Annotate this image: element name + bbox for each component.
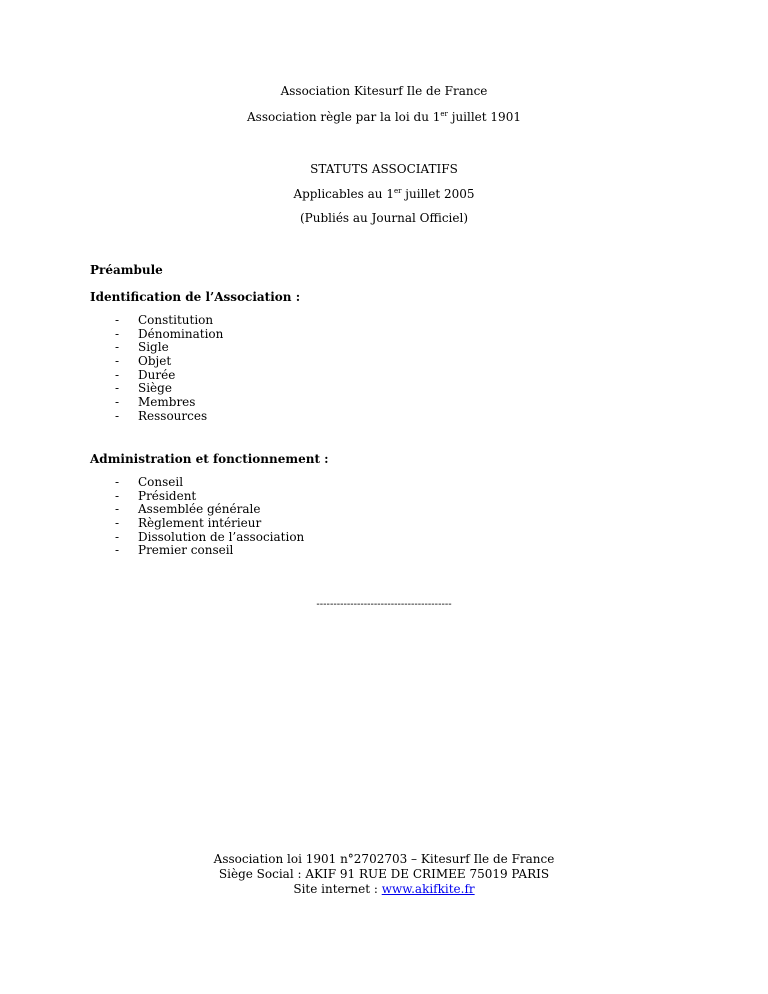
bullet-dash: -: [115, 381, 120, 396]
section-separator: ----------------------------------------: [316, 599, 452, 610]
list-item-label: Siège: [138, 381, 172, 396]
footer-registration: Association loi 1901 n°2702703 – Kitesurf Ile de France: [213, 852, 555, 866]
bullet-dash: -: [115, 475, 120, 489]
regime-superscript: er: [440, 110, 448, 118]
bullet-dash: -: [115, 502, 120, 517]
applicable-superscript: er: [393, 187, 402, 195]
list-item-label: Assemblée générale: [138, 502, 261, 517]
bullet-dash: -: [115, 340, 120, 355]
document-title: STATUTS ASSOCIATIFS: [310, 162, 458, 176]
published-note: (Publiés au Journal Officiel): [299, 211, 469, 225]
preamble-heading: Préambule: [90, 263, 163, 277]
list-item-label: Conseil: [138, 475, 184, 489]
bullet-dash: -: [115, 354, 120, 369]
bullet-dash: -: [115, 395, 120, 410]
list-item-label: Président: [138, 488, 197, 503]
list-item-label: Ressources: [138, 408, 208, 423]
website-label: Site internet :: [293, 882, 382, 896]
identification-heading: Identification de l’Association :: [90, 290, 301, 304]
applicable-prefix: Applicables au 1: [293, 187, 394, 201]
list-item-label: Premier conseil: [138, 543, 234, 558]
bullet-dash: -: [115, 529, 120, 544]
list-item-label: Durée: [138, 367, 176, 382]
regime-suffix: juillet 1901: [447, 110, 521, 124]
website-link[interactable]: www.akifkite.fr: [381, 882, 475, 896]
list-item-label: Membres: [138, 395, 196, 410]
association-regime: [0, 110, 768, 124]
list-item-label: Constitution: [138, 313, 214, 327]
list-item-label: Dissolution de l’association: [138, 529, 305, 544]
list-item-label: Objet: [138, 354, 172, 369]
bullet-dash: -: [115, 367, 120, 382]
footer-address: Siège Social : AKIF 91 RUE DE CRIMEE 75019 PARIS: [218, 867, 550, 881]
bullet-dash: -: [115, 488, 120, 503]
bullet-dash: -: [115, 326, 120, 341]
bullet-dash: -: [115, 543, 120, 558]
applicable-date: [0, 187, 768, 201]
list-item-label: Sigle: [138, 340, 169, 355]
footer-website: [0, 882, 768, 896]
administration-heading: Administration et fonctionnement :: [90, 452, 329, 466]
bullet-dash: -: [115, 408, 120, 423]
applicable-suffix: juillet 2005: [401, 187, 475, 201]
list-item-label: Dénomination: [138, 326, 224, 341]
association-name: Association Kitesurf Ile de France: [280, 84, 488, 98]
bullet-dash: -: [115, 313, 120, 327]
regime-prefix: Association règle par la loi du 1: [247, 110, 441, 124]
list-item-label: Règlement intérieur: [138, 516, 262, 531]
bullet-dash: -: [115, 516, 120, 531]
